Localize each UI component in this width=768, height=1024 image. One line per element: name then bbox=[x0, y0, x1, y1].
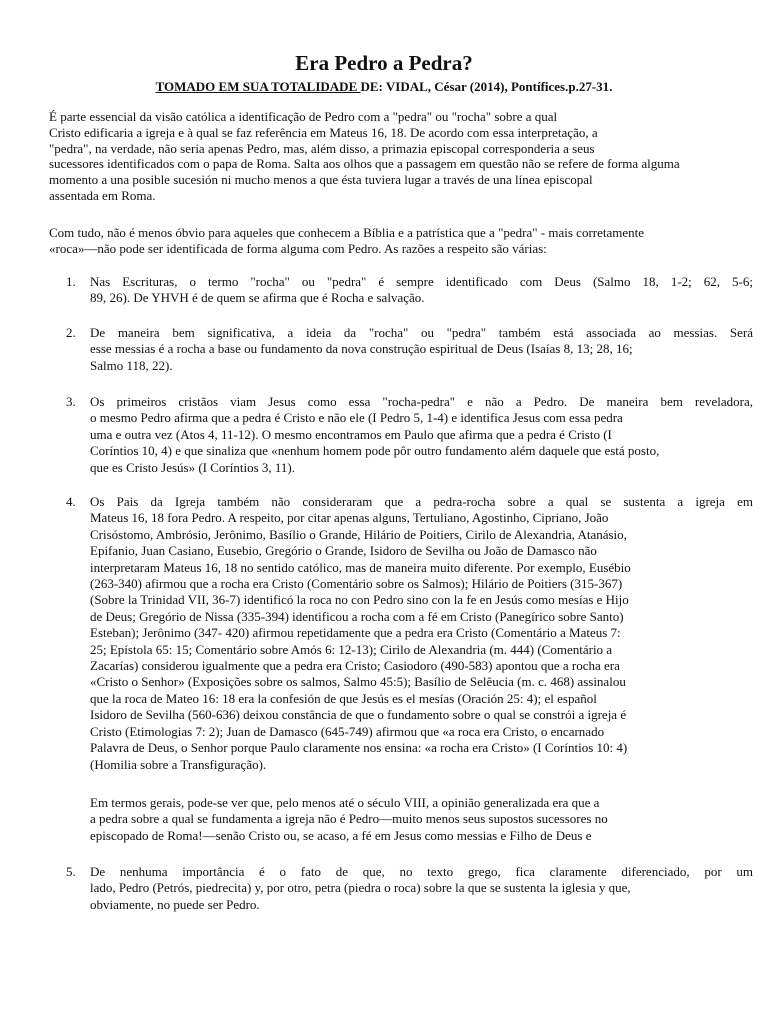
item-text bbox=[90, 494, 753, 773]
item-line: de Deus; Gregório de Nissa (335-394) identificou a rocha com a fé em Cristo (Panegírico sobre Santo) bbox=[90, 608, 624, 624]
item-line: De maneira bem significativa, a ideia da "rocha" ou "pedra" também está associada ao messias. Será bbox=[90, 325, 753, 340]
source-rest: DE: VIDAL, César (2014), Pontífices.p.27-31. bbox=[360, 79, 613, 94]
paragraph-line: a pedra sobre a qual se fundamenta a igreja não é Pedro—muito menos seus supostos sucessores no bbox=[90, 811, 608, 827]
item-line: Nas Escrituras, o termo "rocha" ou "pedra" é sempre identificado com Deus (Salmo 18, 1-2; 62, 5-6; bbox=[90, 274, 753, 289]
item-line: Salmo 118, 22). bbox=[90, 357, 173, 373]
item-text bbox=[90, 394, 753, 476]
item-text bbox=[90, 864, 753, 913]
item-number: 4. bbox=[66, 494, 76, 509]
item-line: que la roca de Mateo 16: 18 era la confesión de que Jesús es el mesías (Oración 25: 4); el español bbox=[90, 690, 597, 706]
intro-paragraph bbox=[49, 109, 749, 204]
item-line: uma e outra vez (Atos 4, 11-12). O mesmo encontramos em Paulo que afirma que a pedra é Cristo (I bbox=[90, 426, 612, 442]
item-line: Epifanio, Juan Casiano, Eusebio, Gregório o Grande, Isidoro de Sevilha ou João de Damasco não bbox=[90, 543, 597, 559]
item-line: interpretaram Mateus 16, 18 no sentido católico, mas de maneira muito diferente. Por exemplo, Eusébio bbox=[90, 559, 631, 575]
document-title: Era Pedro a Pedra? bbox=[295, 51, 473, 75]
item-line: obviamente, no puede ser Pedro. bbox=[90, 896, 260, 912]
paragraph-line: «roca»—não pode ser identificada de forma alguma com Pedro. As razões a respeito são várias: bbox=[49, 240, 547, 256]
item-line: Esteban); Jerônimo (347- 420) afirmou repetidamente que a pedra era Cristo (Comentário a Mateus 7: bbox=[90, 625, 621, 641]
paragraph-line: Em termos gerais, pode-se ver que, pelo menos até o século VIII, a opinião generalizada era que a bbox=[90, 795, 600, 810]
item-line: esse messias é a rocha a base ou fundamento da nova construção espiritual de Deus (Isaías 8, 13; 28, 16; bbox=[90, 341, 633, 357]
item-line: Mateus 16, 18 fora Pedro. A respeito, por citar apenas alguns, Tertuliano, Agostinho, Cipriano, João bbox=[90, 510, 609, 526]
second-paragraph bbox=[49, 225, 749, 257]
item-line: (Sobre la Trinidad VII, 36-7) identificó la roca no con Pedro sino con la fe en Jesús como mesías e Hijo bbox=[90, 592, 629, 608]
paragraph-line: momento a una posible sucesión ni mucho menos a que ésta tuviera lugar a través de una línea episcopal bbox=[49, 172, 593, 188]
item-text bbox=[90, 274, 753, 307]
item-line: 25; Epístola 65: 15; Comentário sobre Amós 6: 12-13); Cirilo de Alexandria (m. 444) (Comentário a bbox=[90, 641, 613, 657]
item-line: (Homilia sobre a Transfiguração). bbox=[90, 756, 267, 772]
paragraph-line: episcopado de Roma!—senão Cristo ou, se acaso, a fé em Jesus como messias e Filho de Deus e bbox=[90, 827, 592, 843]
paragraph-line: assentada em Roma. bbox=[49, 187, 156, 203]
item-line: Os primeiros cristãos viam Jesus como essa "rocha-pedra" e não a Pedro. De maneira bem reveladora, bbox=[90, 394, 753, 409]
item-line: Cristo (Etimologias 7: 2); Juan de Damasco (645-749) afirmou que «a roca era Cristo, o encarnado bbox=[90, 723, 605, 739]
item-line: lado, Pedro (Petrós, piedrecita) y, por otro, petra (piedra o roca) sobre la que se sustenta la iglesia y que, bbox=[90, 880, 631, 896]
item-number: 1. bbox=[66, 274, 76, 289]
paragraph-line: Com tudo, não é menos óbvio para aqueles que conhecem a Bíblia e a patrística que a "pedra" - mais corretamente bbox=[49, 225, 645, 240]
item-line: o mesmo Pedro afirma que a pedra é Cristo e não ele (I Pedro 5, 1-4) e identifica Jesus com essa pedra bbox=[90, 410, 623, 426]
general-paragraph bbox=[90, 795, 740, 844]
paragraph-line: sucessores identificados com o papa de Roma. Salta aos olhos que a passagem em questão não se refere de forma alguma bbox=[49, 156, 680, 172]
source-underlined: TOMADO EM SUA TOTALIDADE bbox=[155, 79, 361, 94]
item-text bbox=[90, 325, 753, 374]
item-number: 2. bbox=[66, 325, 76, 340]
item-line: Crisóstomo, Ambrósio, Jerônimo, Basílio o Grande, Hilário de Poitiers, Cirilo de Alexandria, Atanásio, bbox=[90, 526, 627, 542]
item-line: «Cristo o Senhor» (Exposições sobre os salmos, Salmo 45:5); Basílio de Selêucia (m. c. 468) assinalou bbox=[90, 674, 626, 690]
item-line: Zacarías) considerou igualmente que a pedra era Cristo; Casiodoro (490-583) apontou que a rocha era bbox=[90, 658, 620, 674]
paragraph-line: "pedra", na verdade, não seria apenas Pedro, mas, além disso, a primazia episcopal corresponderia a seus bbox=[49, 140, 595, 156]
item-line: que es Cristo Jesús» (I Coríntios 3, 11). bbox=[90, 459, 295, 475]
item-line: De nenhuma importância é o fato de que, no texto grego, fica claramente diferenciado, por um bbox=[90, 864, 753, 879]
item-number: 3. bbox=[66, 394, 76, 409]
item-line: 89, 26). De YHVH é de quem se afirma que é Rocha e salvação. bbox=[90, 290, 425, 306]
item-line: Coríntios 10, 4) e que sinaliza que «nenhum homem pode pôr outro fundamento além daquele que está posto, bbox=[90, 443, 660, 459]
item-line: Os Pais da Igreja também não consideraram que a pedra-rocha sobre a qual se sustenta a igreja em bbox=[90, 494, 753, 509]
item-line: (263-340) afirmou que a rocha era Cristo (Comentário sobre os Salmos); Hilário de Poitiers (315-367) bbox=[90, 576, 623, 592]
paragraph-line: É parte essencial da visão católica a identificação de Pedro com a "pedra" ou "rocha" sobre a qual bbox=[49, 109, 558, 124]
item-line: Isidoro de Sevilha (560-636) deixou constância de que o fundamento sobre o qual se constrói a igreja é bbox=[90, 707, 627, 723]
item-number: 5. bbox=[66, 864, 76, 879]
document-source bbox=[0, 79, 768, 95]
paragraph-line: Cristo edificaria a igreja e à qual se faz referência em Mateus 16, 18. De acordo com essa interpretação, a bbox=[49, 124, 598, 140]
item-line: Palavra de Deus, o Senhor porque Paulo claramente nos ensina: «a rocha era Cristo» (I Coríntios 10: 4) bbox=[90, 740, 628, 756]
